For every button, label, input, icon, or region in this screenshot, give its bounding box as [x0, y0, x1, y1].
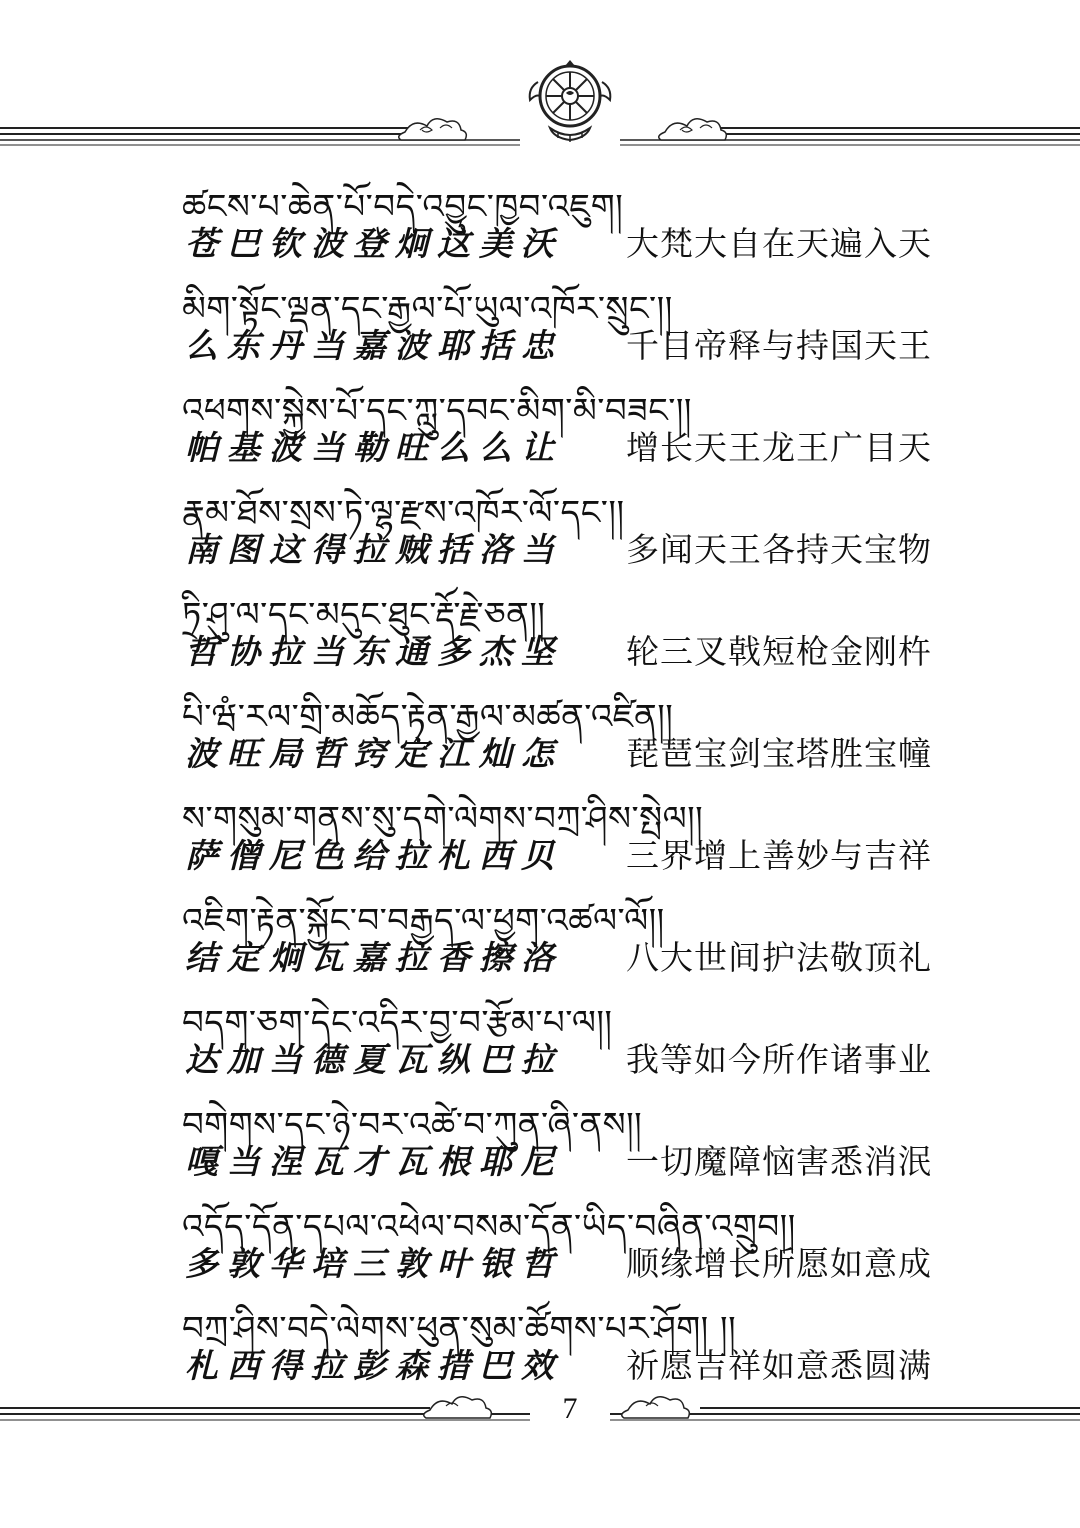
phonetic-line: 苍巴钦波登炯这美沃	[185, 224, 563, 263]
phonetic-line: 达加当德夏瓦纵巴拉	[185, 1040, 563, 1079]
tibetan-line: མིག་སྟོང་ལྡན་དང་རྒྱལ་པོ་ཡུལ་འཁོར་སྲུང་།།	[182, 289, 673, 329]
chinese-line: 一切魔障恼害悉消泯	[626, 1142, 932, 1181]
phonetic-line: 帕基波当勒旺么么让	[185, 428, 563, 467]
chinese-line: 增长天王龙王广目天	[626, 428, 932, 467]
phonetic-line: 札西得拉彭森措巴效	[185, 1346, 563, 1385]
tibetan-line: རྣམ་ཐོས་སྲས་ཏེ་ལྷ་རྫས་འཁོར་ལོ་དང་།།	[182, 493, 625, 533]
chinese-line: 三界增上善妙与吉祥	[626, 836, 932, 875]
phonetic-line: 波旺局哲窍定江灿怎	[185, 734, 563, 773]
tibetan-line: འཕགས་སྐྱེས་པོ་དང་ཀླུ་དབང་མིག་མི་བཟང་།།	[182, 391, 692, 431]
chinese-line: 轮三叉戟短枪金刚杵	[626, 632, 932, 671]
phonetic-line: 嘎当涅瓦才瓦根耶尼	[185, 1142, 563, 1181]
dharma-wheel-icon	[520, 52, 620, 152]
chinese-line: 八大世间护法敬顶礼	[626, 938, 932, 977]
tibetan-line: པི་ཝཾ་རལ་གྲི་མཆོད་རྟེན་རྒྱལ་མཚན་འཛིན།།	[182, 697, 674, 737]
chinese-line: 琵琶宝剑宝塔胜宝幢	[626, 734, 932, 773]
chinese-line: 我等如今所作诸事业	[626, 1040, 932, 1079]
phonetic-line: 萨僧尼色给拉札西贝	[185, 836, 563, 875]
page-number: 7	[562, 1392, 578, 1425]
tibetan-line: བཀྲ་ཤིས་བདེ་ལེགས་ཕུན་སུམ་ཚོགས་པར་ཤོག། །།	[182, 1309, 737, 1349]
phonetic-line: 么东丹当嘉波耶括忠	[185, 326, 563, 365]
phonetic-line: 结定炯瓦嘉拉香擦洛	[185, 938, 563, 977]
tibetan-line: ཚངས་པ་ཆེན་པོ་བདེ་འབྱུང་ཁྱབ་འཇུག།	[182, 187, 624, 227]
chinese-line: 大梵大自在天遍入天	[626, 224, 932, 263]
phonetic-line: 哲协拉当东通多杰坚	[185, 632, 563, 671]
tibetan-line: འཇིག་རྟེན་སྐྱོང་བ་བརྒྱད་ལ་ཕྱག་འཚལ་ལོ།།	[182, 901, 665, 941]
tibetan-line: བགེགས་དང་ཉེ་བར་འཚེ་བ་ཀུན་ཞི་ནས།།	[182, 1105, 643, 1145]
phonetic-line: 南图这得拉贼括洛当	[185, 530, 563, 569]
chinese-line: 多闻天王各持天宝物	[626, 530, 932, 569]
tibetan-line: བདག་ཅག་དེང་འདིར་བྱ་བ་རྩོམ་པ་ལ།།	[182, 1003, 613, 1043]
tibetan-line: ཏྲི་ཤུ་ལ་དང་མདུང་ཐུང་རྡོ་རྗེ་ཅན།།	[182, 595, 546, 635]
chinese-line: 祈愿吉祥如意悉圆满	[626, 1346, 932, 1385]
tibetan-line: ས་གསུམ་གནས་སུ་དགེ་ལེགས་བཀྲ་ཤིས་སྤེལ།།	[182, 799, 704, 839]
phonetic-line: 多敦华培三敦叶银哲	[185, 1244, 563, 1283]
chinese-line: 顺缘增长所愿如意成	[626, 1244, 932, 1283]
chinese-line: 千目帝释与持国天王	[626, 326, 932, 365]
tibetan-line: འདོད་དོན་དཔལ་འཕེལ་བསམ་དོན་ཡིད་བཞིན་འགྲུབ།།	[182, 1207, 796, 1247]
